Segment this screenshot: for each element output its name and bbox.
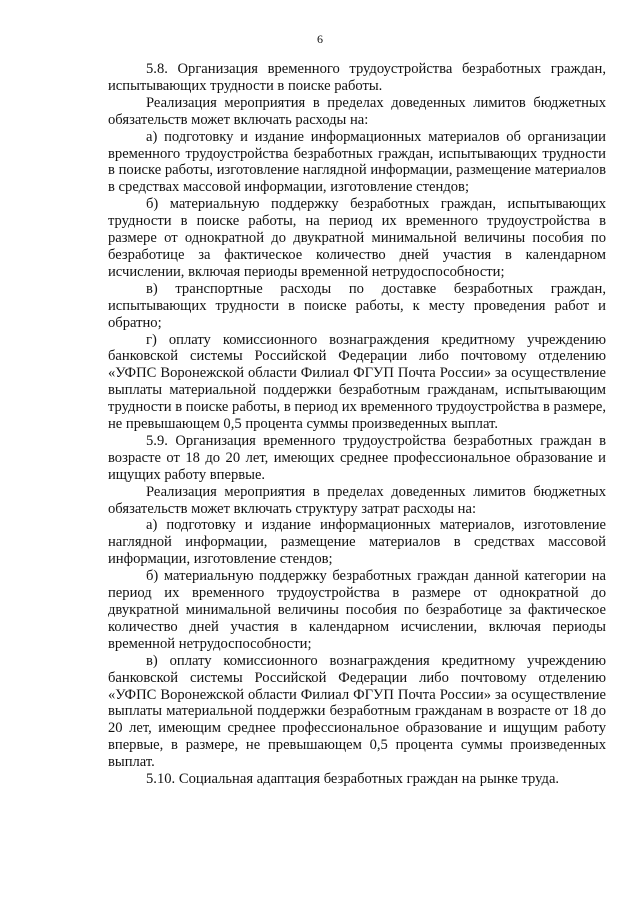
section-5-8-item-g: г) оплату комиссионного вознаграждения кредитному учреждению банковской системы Российской Федерации либо почтовому отделению «УФПС Воронежской области Филиал ФГУП Почта России» за осуществление выплаты материальной поддержки безработным гражданам, испытывающим трудности в поиске работы, в период их временного трудоустройства в размере, не превышающем 0,5 процента суммы произведенных выплат. [108,331,606,433]
page-number: 6 [317,32,323,46]
section-5-10-heading: 5.10. Социальная адаптация безработных граждан на рынке труда. [146,771,560,788]
section-5-9-intro: Реализация мероприятия в пределах доведенных лимитов бюджетных обязательств может включать структуру затрат расходы на: [108,483,606,517]
section-5-9-item-v: в) оплату комиссионного вознаграждения кредитному учреждению банковской системы Российской Федерации либо почтовому отделению «УФПС Воронежской области Филиал ФГУП Почта России» за осуществление выплаты материальной поддержки безработным гражданам в возрасте от 18 до 20 лет, имеющим среднее профессиональное образование и ищущим работу впервые, в размере, не превышающем 0,5 процента суммы произведенных выплат. [108,652,606,771]
section-5-8-item-a: а) подготовку и издание информационных материалов об организации временного трудоустройства безработных граждан, испытывающих трудности в поиске работы, изготовление наглядной информации, размещение материалов в средствах массовой информации, изготовление стендов; [108,128,606,196]
document-body [108,61,606,788]
section-5-8-intro: Реализация мероприятия в пределах доведенных лимитов бюджетных обязательств может включать расходы на: [108,94,606,128]
section-5-8-item-b: б) материальную поддержку безработных граждан, испытывающих трудности в поиске работы, на период их временного трудоустройства в размере от однократной до двукратной минимальной величины пособия по безработице за фактическое количество дней участия в календарном исчислении, включая периоды временной нетрудоспособности; [108,196,606,280]
section-5-9-item-b: б) материальную поддержку безработных граждан данной категории на период их временного трудоустройства в размере от однократной до двукратной минимальной величины пособия по безработице за фактическое количество дней участия в календарном исчислении, включая периоды временной нетрудоспособности; [108,568,606,652]
section-5-9-heading: 5.9. Организация временного трудоустройства безработных граждан в возрасте от 18 до 20 лет, имеющих среднее профессиональное образование и ищущих работу впервые. [108,432,606,483]
section-5-8-item-v: в) транспортные расходы по доставке безработных граждан, испытывающих трудности в поиске работы, к месту проведения работ и обратно; [108,280,606,331]
section-5-8-heading: 5.8. Организация временного трудоустройства безработных граждан, испытывающих трудности в поиске работы. [108,61,606,94]
section-5-9-item-a: а) подготовку и издание информационных материалов, изготовление наглядной информации, размещение материалов в средствах массовой информации, изготовление стендов; [108,517,606,568]
